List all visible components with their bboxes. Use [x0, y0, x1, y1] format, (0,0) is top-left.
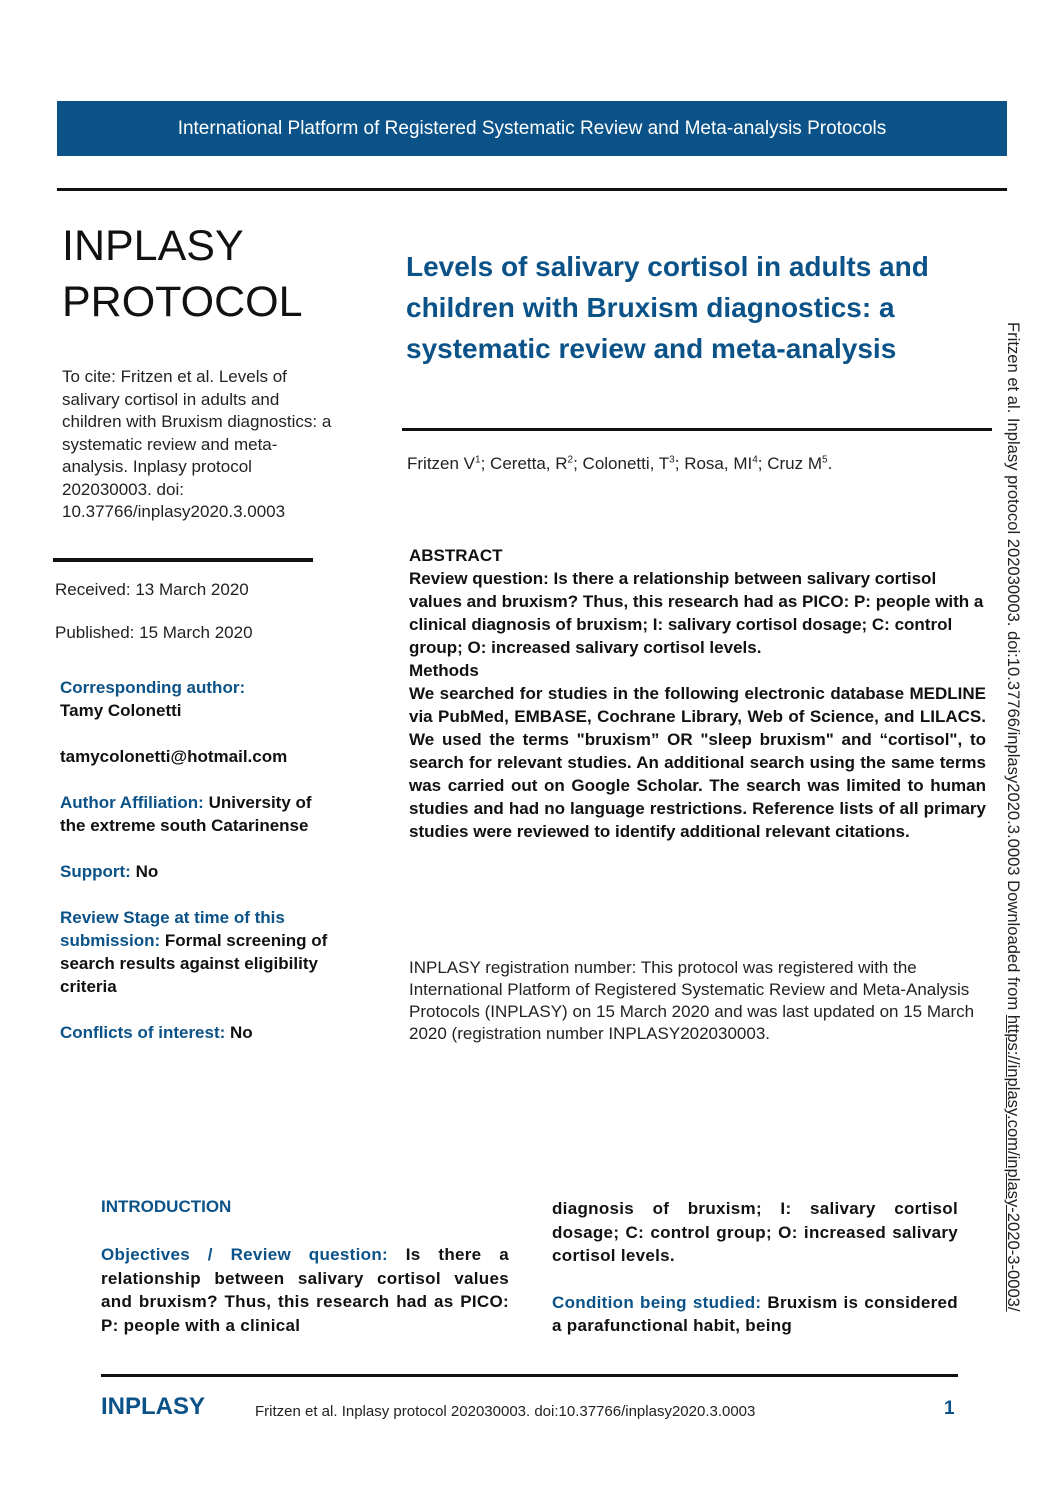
author: Ceretta, $R^2$;	[490, 454, 583, 473]
review-question: Review question: Is there a relationship between salivary cortisol values and bruxism? Thus, this research had as PICO: P: people with a clinical diagnosis of bruxism; I: salivary cortisol dosage; C: control group; O: increased salivary cortisol levels.	[409, 569, 984, 657]
left-rule	[53, 558, 313, 562]
review-stage-value: Formal screening of search results against eligibility criteria	[60, 931, 328, 996]
footer-rule	[101, 1374, 958, 1377]
author-affiliation	[60, 791, 330, 837]
condition-label: Condition being studied:	[552, 1292, 762, 1312]
corresponding-label: Corresponding author:	[60, 678, 246, 697]
registration-note: INPLASY registration number: This protocol was registered with the International Platform of Registered Systematic Review and Meta-Analysis Protocols (INPLASY) on 15 March 2020 and was last updated on 15 March 2020 (registration number INPLASY202030003.	[409, 958, 975, 1043]
abstract	[409, 544, 986, 843]
top-rule	[57, 188, 1007, 191]
header-banner	[57, 101, 1007, 156]
affiliation-label: Author Affiliation:	[60, 793, 204, 812]
conflicts-of-interest	[60, 1021, 330, 1044]
conflicts-label: Conflicts of interest:	[60, 1023, 226, 1042]
published-date: Published: 15 March 2020	[55, 623, 253, 642]
footer-brand: INPLASY	[101, 1393, 206, 1420]
condition-text: Bruxism is considered a parafunctional habit, being	[552, 1292, 958, 1335]
brand-line-1: INPLASY	[62, 222, 244, 270]
article-title: Levels of salivary cortisol in adults and children with Bruxism diagnostics: a systematic review and meta-analysis	[406, 251, 929, 364]
author: Fritzen $V^1$;	[407, 454, 491, 473]
corresponding-name: Tamy Colonetti	[60, 701, 182, 720]
introduction-heading: INTRODUCTION	[101, 1197, 232, 1216]
support-label: Support:	[60, 862, 131, 881]
objectives-text: Is there a relationship between salivary cortisol values and bruxism? Thus, this research had as PICO: P: people with a clinical	[101, 1245, 509, 1335]
side-download-note	[1003, 322, 1023, 1312]
dates-block	[55, 580, 253, 666]
brand-line-2: PROTOCOL	[62, 278, 303, 326]
objectives-label: Objectives / Review question:	[101, 1245, 388, 1264]
received-date: Received: 13 March 2020	[55, 580, 249, 599]
title-rule	[402, 428, 992, 431]
page-number: 1	[944, 1398, 955, 1419]
protocol-brand	[62, 218, 303, 330]
abstract-heading: ABSTRACT	[409, 546, 503, 565]
metadata-sidebar	[60, 676, 330, 1067]
side-note-text: Fritzen et al. Inplasy protocol 202030003. doi:10.37766/inplasy2020.3.0003 Downloaded from	[1004, 322, 1023, 1015]
conflicts-value: No	[230, 1023, 253, 1042]
intro-column-2	[552, 1197, 958, 1361]
review-stage	[60, 906, 330, 998]
methods-text: We searched for studies in the following electronic database MEDLINE via PubMed, EMBASE, Cochrane Library, Web of Science, and LILACS. We used the terms "bruxism” OR "sleep bruxism" and “cortisol", to search for relevant studies. An additional search using the same terms was carried out on Google Scholar. The search was limited to human studies and had no language restrictions. Reference lists of all primary studies were reviewed to identify additional relevant citations.	[409, 684, 986, 841]
footer-citation: Fritzen et al. Inplasy protocol 202030003. doi:10.37766/inplasy2020.3.0003	[255, 1403, 756, 1420]
author-email[interactable]: tamycolonetti@hotmail.com	[60, 747, 288, 766]
citation-text: To cite: Fritzen et al. Levels of salivary cortisol in adults and children with Bruxism diagnostics: a systematic review and meta-analysis. Inplasy protocol 202030003. doi: 10.37766/inplasy2020.3.0003	[62, 367, 332, 521]
support-value: No	[135, 862, 159, 881]
pico-continuation: diagnosis of bruxism; I: salivary cortisol dosage; C: control group; O: increased salivary cortisol levels.	[552, 1199, 958, 1265]
support	[60, 860, 330, 883]
author: Rosa, $MI^4$;	[684, 454, 768, 473]
banner-text: International Platform of Registered Systematic Review and Meta-analysis Protocols	[177, 117, 887, 139]
condition-paragraph	[552, 1291, 958, 1338]
download-link[interactable]: https://inplasy.com/inplasy-2020-3-0003/	[1004, 1014, 1023, 1312]
author: Cruz $M^5$.	[767, 454, 833, 473]
methods-heading: Methods	[409, 661, 479, 680]
corresponding-author	[60, 676, 330, 722]
author-list	[407, 454, 832, 474]
review-stage-label: Review Stage at time of this submission:	[60, 908, 285, 950]
intro-column-1	[101, 1243, 509, 1337]
affiliation-value: University of the extreme south Catarinense	[60, 793, 312, 835]
author: Colonetti, $T^3$;	[582, 454, 685, 473]
